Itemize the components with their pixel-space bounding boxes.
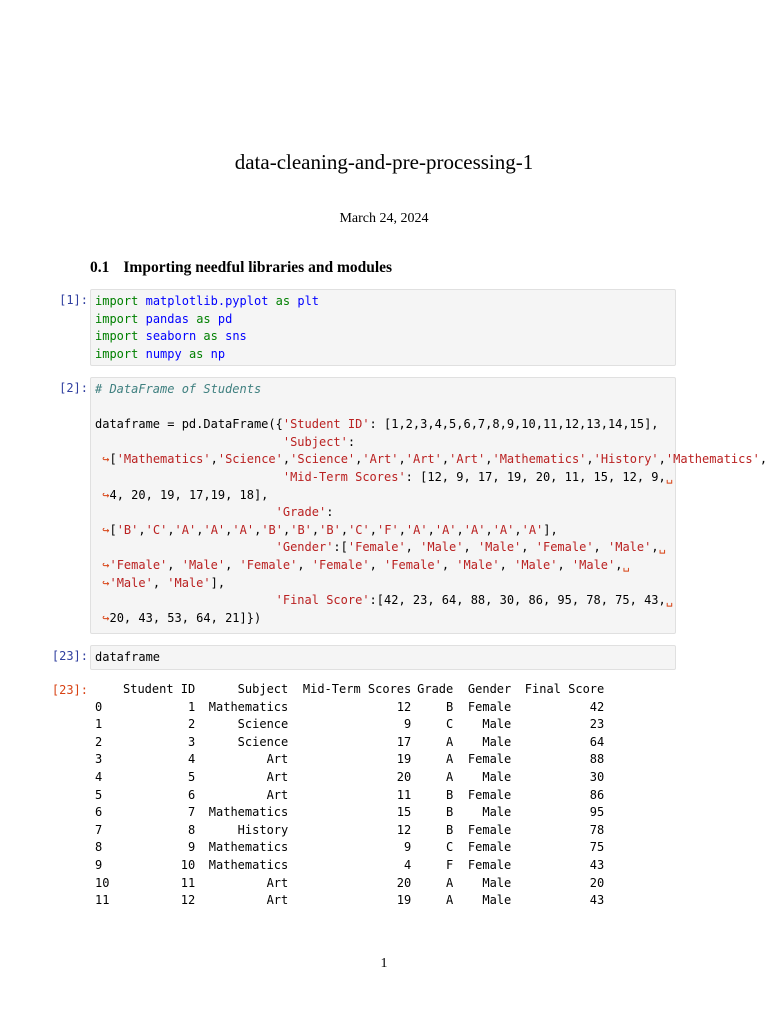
table-cell: Female — [467, 840, 512, 855]
table-cell: Male — [482, 734, 512, 749]
table-cell: Art — [266, 787, 289, 802]
table-cell: C — [446, 717, 454, 732]
section-number: 0.1 — [90, 259, 110, 276]
table-cell: Mathematics — [208, 857, 289, 872]
table-cell: Art — [266, 893, 289, 908]
row-index: 5 — [95, 787, 103, 802]
table-row — [95, 751, 604, 769]
row-index: 4 — [95, 769, 103, 784]
table-cell: 20 — [589, 875, 605, 890]
row-index: 7 — [95, 822, 103, 837]
row-index: 3 — [95, 752, 103, 767]
table-cell: 11 — [180, 875, 196, 890]
table-cell: Science — [237, 717, 289, 732]
table-cell: B — [446, 699, 454, 714]
code-cell-1[interactable] — [90, 289, 676, 366]
column-header: Subject — [237, 682, 289, 696]
table-cell: 19 — [396, 752, 412, 767]
table-row — [95, 822, 604, 840]
table-cell: 20 — [396, 769, 412, 784]
table-row — [95, 892, 604, 910]
document-title: data-cleaning-and-pre-processing-1 — [234, 150, 534, 174]
table-row — [95, 769, 604, 787]
output-prompt: [23]: — [51, 683, 88, 697]
table-cell: B — [446, 822, 454, 837]
table-cell: 3 — [188, 734, 196, 749]
column-header: Student ID — [123, 682, 196, 696]
section-heading — [90, 259, 392, 277]
table-cell: Male — [482, 893, 512, 908]
table-cell: 11 — [396, 787, 412, 802]
table-cell: A — [446, 893, 454, 908]
table-cell: 86 — [589, 787, 605, 802]
cell-3-prompt: [23]: — [51, 649, 88, 663]
code-cell-2-source[interactable]: # DataFrame of Students dataframe = pd.DataFrame({'Student ID': [1,2,3,4,5,6,7,8,9,10,11,12,13,14,15], 'Subject': ↪['Mathematics','Science','Science','Art','Art','Art','Mathematics','History','Mathematics', 'Mid-Term Scores': [12, 9, 17, 19, 20, 11, 15, 12, 9,␣ ↪4, 20, 19, 17,19, 18], 'Grade': ↪['B','C','A','A','A','B','B','B','C','F','A','A','A','A','A'], 'Gender':['Female', 'Male', 'Male', 'Female', 'Male',␣ ↪'Female', 'Male', 'Female', 'Female', 'Female', 'Male', 'Male', 'Male',␣ ↪'Male', 'Male'], 'Final Score':[42, 23, 64, 88, 30, 86, 95, 78, 75, 43,␣ ↪20, 43, 53, 64, 21]}) — [95, 382, 768, 625]
table-cell: A — [446, 769, 454, 784]
cell-2-prompt: [2]: — [59, 381, 88, 395]
table-cell: Art — [266, 875, 289, 890]
row-index: 11 — [95, 893, 110, 908]
table-cell: History — [237, 822, 289, 837]
document-date: March 24, 2024 — [339, 211, 429, 226]
table-cell: B — [446, 787, 454, 802]
table-cell: Female — [467, 787, 512, 802]
table-cell: A — [446, 875, 454, 890]
table-cell: Mathematics — [208, 840, 289, 855]
column-header: Final Score — [524, 682, 605, 696]
output-dataframe-table — [95, 681, 604, 910]
table-row — [95, 857, 604, 875]
row-index: 1 — [95, 717, 103, 732]
row-index: 6 — [95, 805, 103, 820]
table-cell: 12 — [396, 822, 412, 837]
row-index: 9 — [95, 857, 103, 872]
table-cell: 2 — [188, 717, 196, 732]
table-cell: Female — [467, 752, 512, 767]
table-cell: B — [446, 805, 454, 820]
table-body — [95, 699, 604, 910]
table-cell: 5 — [188, 769, 196, 784]
table-cell: 8 — [188, 822, 196, 837]
table-cell: 9 — [404, 840, 412, 855]
table-cell: 9 — [188, 840, 196, 855]
column-header: Grade — [417, 682, 454, 696]
table-cell: F — [446, 857, 454, 872]
table-cell: Male — [482, 769, 512, 784]
table-cell: 12 — [180, 893, 196, 908]
table-cell: 12 — [396, 699, 412, 714]
table-cell: 4 — [404, 857, 412, 872]
table-row — [95, 804, 604, 822]
column-header: Mid-Term Scores — [302, 682, 412, 696]
page-number: 1 — [380, 956, 388, 971]
table-cell: C — [446, 840, 454, 855]
table-cell: Science — [237, 734, 289, 749]
table-cell: Female — [467, 857, 512, 872]
cell-1-prompt: [1]: — [59, 293, 88, 307]
row-index: 8 — [95, 840, 103, 855]
code-cell-3[interactable] — [90, 645, 676, 670]
table-cell: 7 — [188, 805, 196, 820]
table-cell: 88 — [589, 752, 605, 767]
table-row — [95, 787, 604, 805]
table-cell: Male — [482, 805, 512, 820]
table-cell: 1 — [188, 699, 196, 714]
table-row — [95, 699, 604, 717]
table-cell: A — [446, 734, 454, 749]
table-cell: 64 — [589, 734, 605, 749]
code-cell-1-source[interactable]: import matplotlib.pyplot as plt import pandas as pd import seaborn as sns import numpy as np — [95, 294, 320, 361]
table-cell: Mathematics — [208, 805, 289, 820]
table-header-row — [95, 681, 604, 699]
table-cell: Male — [482, 875, 512, 890]
table-cell: 43 — [589, 893, 605, 908]
table-cell: Art — [266, 769, 289, 784]
table-row — [95, 875, 604, 893]
table-index-header — [95, 681, 123, 699]
table-row — [95, 734, 604, 752]
column-header: Gender — [467, 682, 512, 696]
table-cell: 6 — [188, 787, 196, 802]
table-cell: 43 — [589, 857, 605, 872]
table-cell: 95 — [589, 805, 605, 820]
table-cell: 4 — [188, 752, 196, 767]
code-cell-3-source[interactable]: dataframe — [95, 650, 161, 664]
row-index: 10 — [95, 875, 110, 890]
table-cell: 42 — [589, 699, 605, 714]
table-cell: Female — [467, 699, 512, 714]
table-cell: 19 — [396, 893, 412, 908]
table-cell: 15 — [396, 805, 412, 820]
table-cell: Female — [467, 822, 512, 837]
row-index: 2 — [95, 734, 103, 749]
table-cell: 23 — [589, 717, 605, 732]
table-cell: Mathematics — [208, 699, 289, 714]
table-row — [95, 839, 604, 857]
table-cell: 30 — [589, 769, 605, 784]
table-cell: 9 — [404, 717, 412, 732]
table-cell: 75 — [589, 840, 605, 855]
row-index: 0 — [95, 699, 103, 714]
code-cell-2[interactable] — [90, 377, 768, 634]
table-cell: A — [446, 752, 454, 767]
table-cell: Male — [482, 717, 512, 732]
table-cell: 10 — [180, 857, 196, 872]
section-title: Importing needful libraries and modules — [123, 259, 393, 276]
table-cell: 20 — [396, 875, 412, 890]
table-cell: 78 — [589, 822, 605, 837]
table-cell: Art — [266, 752, 289, 767]
table-cell: 17 — [396, 734, 412, 749]
table-row — [95, 716, 604, 734]
